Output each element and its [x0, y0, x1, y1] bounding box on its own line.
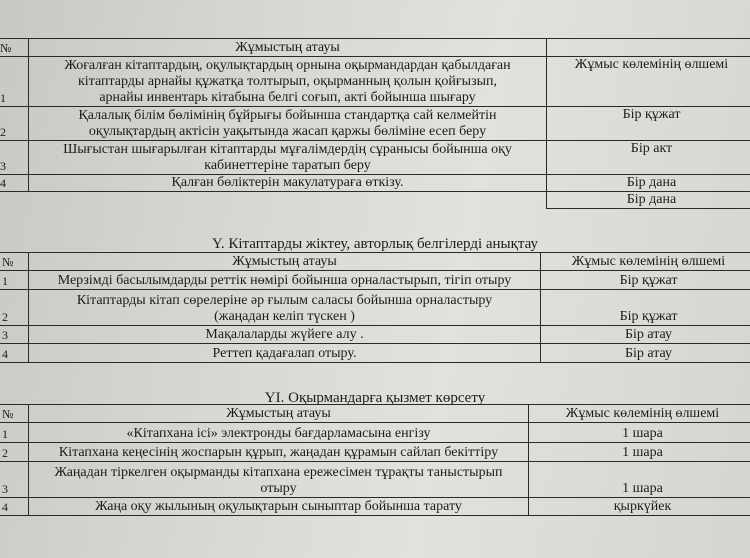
table2-unit-header: Жұмыс көлемінің өлшемі: [541, 253, 750, 271]
table2-row3-num: 3: [0, 326, 29, 344]
table1-row2-name: [29, 107, 547, 141]
table1-row4-num: 4: [0, 175, 29, 192]
table2-row2-name: [29, 290, 541, 326]
table3-row4-num: 4: [0, 498, 29, 516]
work-table-2: [0, 252, 750, 363]
table3-row2-num: 2: [0, 443, 29, 462]
table2-row4-name: Реттеп қадағалап отыру.: [29, 344, 541, 363]
table2-row1-unit: Бір құжат: [541, 271, 750, 290]
table2-row4-unit: Бір атау: [541, 344, 750, 363]
table2-num-header: №: [0, 253, 29, 271]
section3-title: YI. Оқырмандарға қызмет көрсету: [264, 390, 486, 406]
table3-name-header: Жұмыстың атауы: [29, 405, 529, 423]
table1-row2-unit: Бір құжат: [547, 107, 750, 141]
table3-row1-unit: 1 шара: [529, 423, 750, 443]
table3-row3-line1: Жаңадан тіркелген оқырманды кітапхана ережесімен тұрақты таныстырып: [54, 465, 503, 480]
table1-row3-name: [29, 141, 547, 175]
table2-row1-name: Мерзімді басылымдарды реттік нөмірі бойынша орналастырып, тігіп отыру: [29, 271, 541, 290]
table1-row1-line1: Жоғалған кітаптардың, оқулықтардың орнына оқырмандардан қабылдаған: [64, 58, 511, 73]
table3-row2-unit: 1 шара: [529, 443, 750, 462]
table3-row1-num: 1: [0, 423, 29, 443]
table1-header-blank: [547, 39, 750, 57]
table1-extra-blank2: [29, 192, 547, 209]
table1-num-header: №: [0, 39, 29, 57]
table1-extra-unit: Бір дана: [547, 192, 750, 209]
table3-row4-unit: қыркүйек: [529, 498, 750, 516]
table1-row3-line1: Шығыстан шығарылған кітаптарды мұғалімдердің сұранысы бойынша оқу: [63, 142, 512, 157]
table3-num-header: №: [0, 405, 29, 423]
table3-row3-name: [29, 462, 529, 498]
table1-row3-unit: Бір акт: [547, 141, 750, 175]
table2-row2-unit: Бір құжат: [541, 290, 750, 326]
table1-unit-header: Жұмыс көлемінің өлшемі: [547, 57, 750, 107]
table3-row3-line2: отыру: [260, 481, 297, 496]
table1-row1-line3: арнайы инвентарь кітабына белгі соғып, акті бойынша шығару: [99, 90, 476, 105]
table2-name-header: Жұмыстың атауы: [29, 253, 541, 271]
table1-row2-line1: Қалалық білім бөлімінің бұйрығы бойынша стандартқа сай келмейтін: [78, 108, 497, 123]
table2-row4-num: 4: [0, 344, 29, 363]
table1-row1-line2: кітаптарды арнайы құжатқа толтырып, оқырманның қолын қойғызып,: [77, 74, 497, 89]
table2-row1-num: 1: [0, 271, 29, 290]
table3-row3-unit: 1 шара: [529, 462, 750, 498]
table1-row3-num: 3: [0, 141, 29, 175]
table1-row2-line2: оқулықтардың актісін уақытында жасап қаржы бөліміне есеп беру: [88, 124, 487, 139]
table1-row3-line2: кабинеттеріне таратып беру: [204, 158, 371, 173]
table3-unit-header: Жұмыс көлемінің өлшемі: [529, 405, 750, 423]
section2-title: Y. Кітаптарды жіктеу, авторлық белгілерді анықтау: [211, 236, 539, 252]
table3-row1-name: «Кітапхана ісі» электронды бағдарламасына енгізу: [29, 423, 529, 443]
table1-row2-num: 2: [0, 107, 29, 141]
work-table-1: [0, 38, 750, 209]
table2-row2-line2: (жаңадан келіп түскен ): [214, 309, 355, 324]
table2-row2-num: 2: [0, 290, 29, 326]
work-table-3: [0, 404, 750, 516]
table3-row2-name: Кітапхана кеңесінің жоспарын құрып, жаңадан құрамын сайлап бекіттіру: [29, 443, 529, 462]
table1-row4-name: Қалған бөліктерін макулатураға өткізу.: [29, 175, 547, 192]
table1-row1-name: [29, 57, 547, 107]
table2-row3-unit: Бір атау: [541, 326, 750, 344]
table2-row3-name: Мақалаларды жүйеге алу .: [29, 326, 541, 344]
table1-row4-unit: Бір дана: [547, 175, 750, 192]
table2-row2-line1: Кітаптарды кітап сөрелеріне әр ғылым саласы бойынша орналастыру: [76, 293, 493, 308]
table1-name-header: Жұмыстың атауы: [29, 39, 547, 57]
table1-extra-blank: [0, 192, 29, 209]
table3-row4-name: Жаңа оқу жылының оқулықтарын сыныптар бойынша тарату: [29, 498, 529, 516]
table1-row1-num: 1: [0, 57, 29, 107]
table3-row3-num: 3: [0, 462, 29, 498]
